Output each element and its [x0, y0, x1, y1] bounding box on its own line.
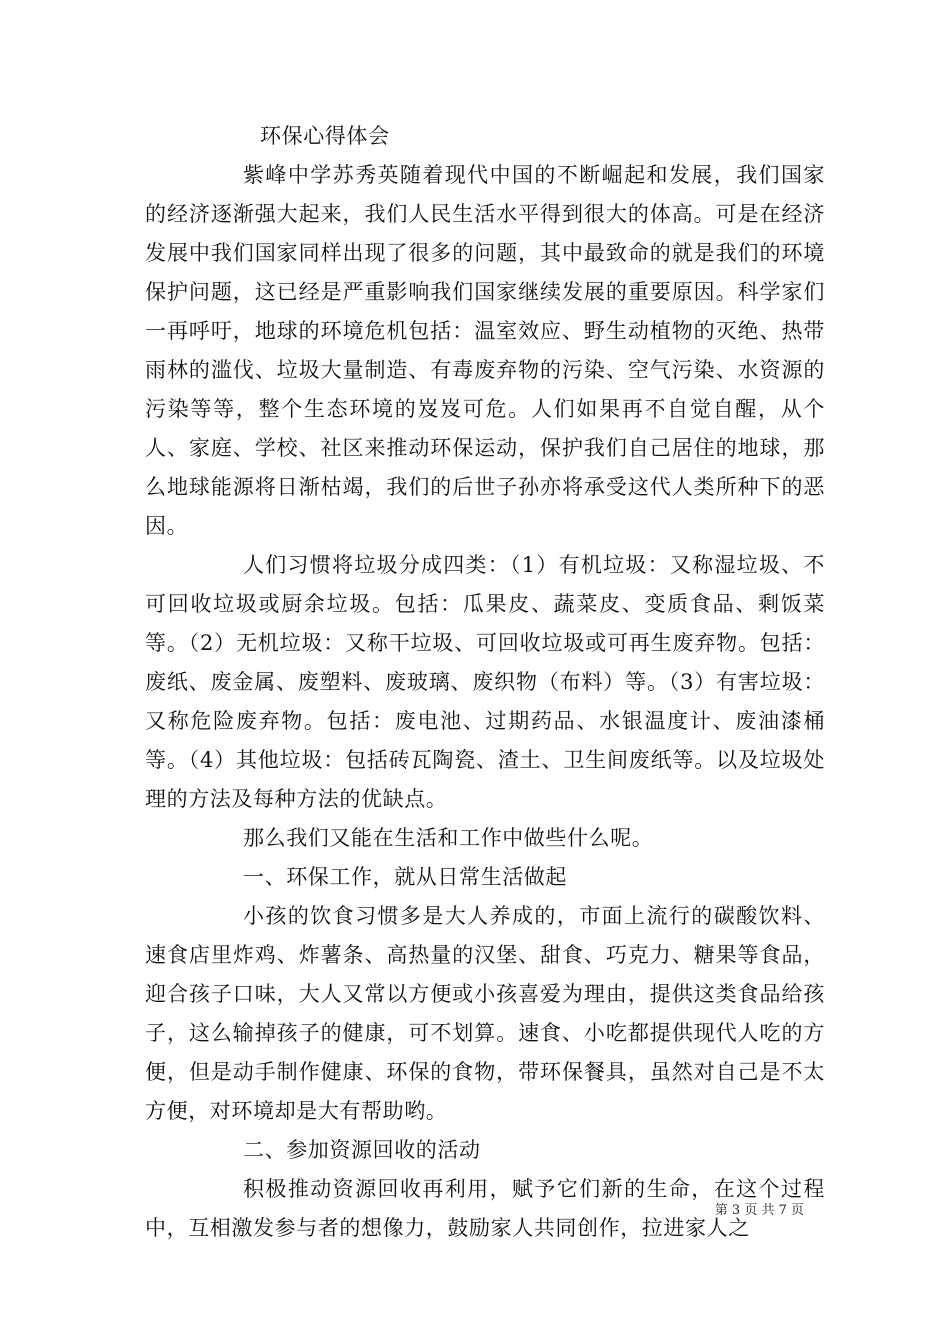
intro-paragraph: 紫峰中学苏秀英随着现代中国的不断崛起和发展，我们国家的经济逐渐强大起来，我们人民生活水平得到很大的体高。可是在经济发展中我们国家同样出现了很多的问题，其中最致命的就是我们的环境保护问题，这已经是严重影响我们国家继续发展的重要原因。科学家们一再呼吁，地球的环境危机包括：温室效应、野生动植物的灭绝、热带雨林的滥伐、垃圾大量制造、有毒废弃物的污染、空气污染、水资源的污染等等，整个生态环境的岌岌可危。人们如果再不自觉自醒，从个人、家庭、学校、社区来推动环保运动，保护我们自己居住的地球，那么地球能源将日渐枯竭，我们的后世子孙亦将承受这代人类所种下的恶因。 [145, 163, 825, 538]
document-title: 环保心得体会 [260, 124, 390, 148]
document-body [145, 117, 825, 1248]
section-heading-1: 一、环保工作，就从日常生活做起 [243, 865, 567, 889]
page-number-footer: 第 3 页 共 7 页 [714, 1203, 804, 1218]
section-body-2: 积极推动资源回收再利用，赋予它们新的生命，在这个过程中，互相激发参与者的想像力，鼓励家人共同创作，拉进家人之 [145, 1177, 825, 1240]
section-body-1: 小孩的饮食习惯多是大人养成的，市面上流行的碳酸饮料、速食店里炸鸡、炸薯条、高热量的汉堡、甜食、巧克力、糖果等食品，迎合孩子口味，大人又常以方便或小孩喜爱为理由，提供这类食品给孩子，这么输掉孩子的健康，可不划算。速食、小吃都提供现代人吃的方便，但是动手制作健康、环保的食物，带环保餐具，虽然对自己是不太方便，对环境却是大有帮助哟。 [145, 904, 825, 1123]
question-line: 那么我们又能在生活和工作中做些什么呢。 [243, 826, 654, 850]
section-heading-2: 二、参加资源回收的活动 [243, 1138, 481, 1162]
classification-paragraph: 人们习惯将垃圾分成四类：（1）有机垃圾：又称湿垃圾、不可回收垃圾或厨余垃圾。包括：瓜果皮、蔬菜皮、变质食品、剩饭菜等。（2）无机垃圾：又称干垃圾、可回收垃圾或可再生废弃物。包括：废纸、废金属、废塑料、废玻璃、废织物（布料）等。（3）有害垃圾：又称危险废弃物。包括：废电池、过期药品、水银温度计、废油漆桶等。（4）其他垃圾：包括砖瓦陶瓷、渣土、卫生间废纸等。以及垃圾处理的方法及每种方法的优缺点。 [145, 553, 825, 811]
